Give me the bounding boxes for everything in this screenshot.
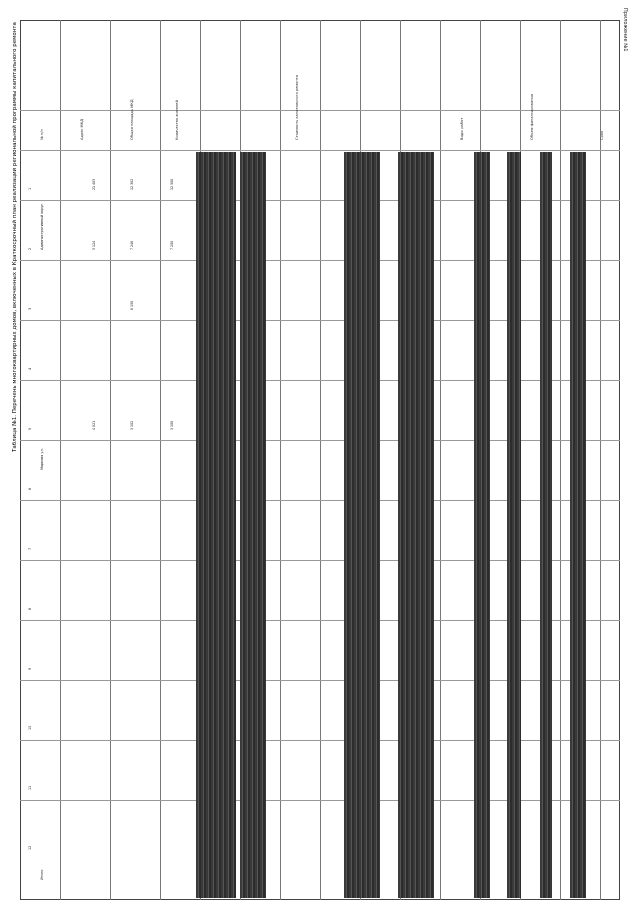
shaded-column [240,152,266,898]
row-number: 6 [28,487,32,490]
row-rule [20,800,620,801]
cell-value: 3 100 [170,420,174,430]
shaded-column [398,152,434,898]
row-number: 4 [28,367,32,370]
cell-value: 3 102 [130,420,134,430]
header-label: Срок [600,130,604,140]
row-rule [20,150,620,151]
shaded-column [474,152,490,898]
column-rule [280,20,281,900]
shaded-column [540,152,552,898]
row-rule [20,320,620,321]
row-number: 11 [28,785,32,790]
header-label: Адрес МКД [80,118,84,140]
row-rule [20,500,620,501]
row-address: Административный округ [40,203,44,250]
shaded-column [507,152,521,898]
header-label: Количество жителей [175,100,179,140]
row-number: 3 [28,307,32,310]
column-rule [110,20,111,900]
header-label: № п/п [40,129,44,140]
shaded-column [196,152,236,898]
row-rule [20,740,620,741]
cell-value: 7 248 [130,240,134,250]
row-number: 5 [28,427,32,430]
cell-value: 12 500 [170,178,174,190]
table-title: Таблица №1. Перечень многоквартирных домов, включенных в Краткосрочный план реализации региональной программы капитального ремонта [12,22,18,452]
cell-value: 7 200 [170,240,174,250]
header-label: Стоимость капитального ремонта [295,75,299,140]
row-rule [20,380,620,381]
header-label: Объем финансирования [530,94,534,140]
cell-value: 8 150 [130,300,134,310]
cell-value: 21 403 [92,178,96,190]
cell-value: 12 302 [130,178,134,190]
row-number: 2 [28,247,32,250]
row-rule [20,200,620,201]
row-number: 7 [28,547,32,550]
column-rule [320,20,321,900]
row-rule [20,680,620,681]
column-rule [160,20,161,900]
row-rule [20,560,620,561]
row-number: 8 [28,607,32,610]
column-rule [440,20,441,900]
row-address: Маркова ул. [40,448,44,470]
header-label: Общая площадь МКД [130,99,134,140]
row-number: 12 [28,845,32,850]
cell-value: 5 124 [92,240,96,250]
totals-label: Итого [40,869,44,880]
header-label: Виды работ [460,117,464,140]
cell-value: 4 021 [92,420,96,430]
row-rule [20,620,620,621]
row-rule [20,440,620,441]
shaded-column [570,152,586,898]
column-rule [60,20,61,900]
corner-note: Приложение №1 [622,8,628,52]
row-number: 10 [28,725,32,730]
column-rule [560,20,561,900]
row-number: 1 [28,187,32,190]
row-number: 9 [28,667,32,670]
row-rule [20,260,620,261]
shaded-column [344,152,380,898]
column-rule [600,20,601,900]
